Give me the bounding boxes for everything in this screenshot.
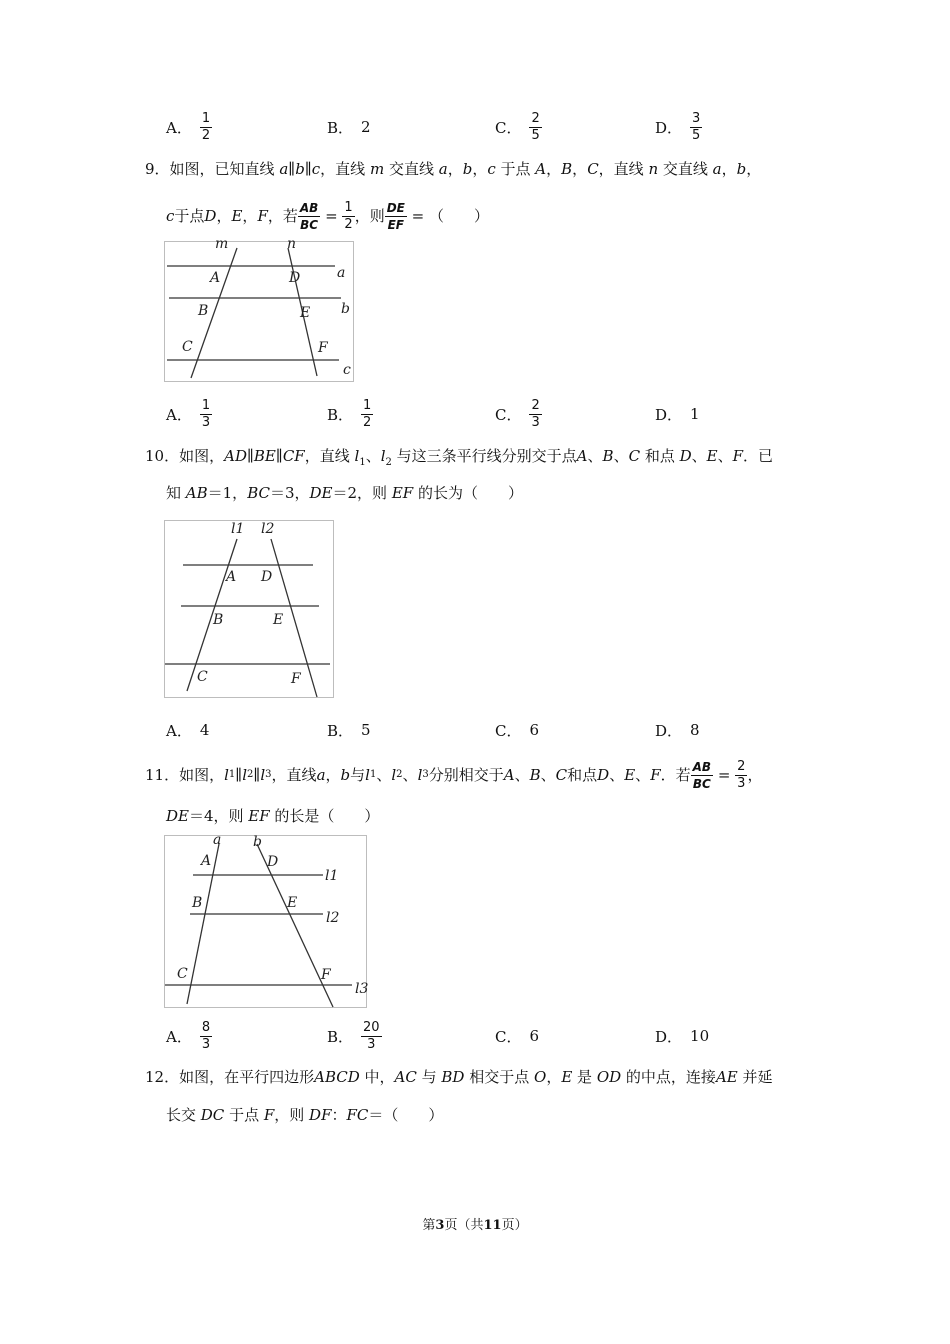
- fraction-ab-bc: $\frac{AB}{BC}$: [299, 200, 319, 232]
- option-label: B．: [327, 721, 354, 740]
- q11-option-c[interactable]: [495, 1014, 539, 1058]
- q12-stem-line2: 长交 DC 于点 F，则 DF：FC＝（ ）: [166, 1106, 444, 1124]
- figure-label: a: [337, 265, 346, 281]
- q8-option-d[interactable]: [655, 105, 702, 149]
- figure-label: B: [213, 612, 224, 628]
- figure-label: m: [215, 236, 229, 252]
- q11-option-b[interactable]: [327, 1014, 382, 1058]
- option-label: D．: [655, 405, 683, 424]
- figure-label: a: [213, 832, 222, 848]
- q11-stem-line1: 11． 如图， l 1 ∥ l 2 ∥ l 3 ，直线 a ， b 与 l 1 、 l 2 、 l 3 分别相交于 A 、 B 、 C 和点 D 、 E 、 F ．若 $\frac{AB}{BC}$ = $\frac{2}{3}$ ，: [145, 758, 763, 791]
- fraction-ab-bc: $\frac{AB}{BC}$: [692, 759, 712, 791]
- q10-stem-line1: 10．如图，AD∥BE∥CF，直线 $l_1$、$l_2$ 与这三条平行线分别交于点A、B、C 和点 D、E、F．已: [145, 447, 774, 468]
- option-label: C．: [495, 1027, 522, 1046]
- page-footer: 第3页（共11页）: [422, 1218, 528, 1233]
- question-number: 12．: [145, 1068, 180, 1086]
- figure-label: A: [210, 270, 221, 286]
- q11-option-a[interactable]: [166, 1014, 212, 1058]
- question-number: 10．: [145, 447, 180, 465]
- figure-label: A: [226, 569, 237, 585]
- figure-label: l2: [261, 521, 275, 537]
- q11-figure: [164, 832, 369, 1008]
- q10-option-a[interactable]: [166, 708, 209, 752]
- option-value: 10: [690, 1027, 710, 1045]
- figure-label: n: [287, 236, 297, 252]
- figure-label: l1: [231, 521, 245, 537]
- figure-label: c: [343, 362, 351, 378]
- question-number: 9．: [145, 160, 170, 178]
- q10-figure: [164, 520, 334, 698]
- figure-label: C: [182, 339, 193, 355]
- fraction: $\frac{8}{3}$: [201, 1019, 211, 1052]
- q10-option-c[interactable]: [495, 708, 539, 752]
- option-label: C．: [495, 721, 522, 740]
- figure-label: E: [300, 305, 311, 321]
- fraction: $\frac{1}{3}$: [201, 397, 211, 430]
- q9-option-c[interactable]: [495, 392, 542, 436]
- figure-label: F: [318, 340, 328, 356]
- figure-label: D: [289, 270, 301, 286]
- option-label: C．: [495, 405, 522, 424]
- q10-stem-line2: 知 AB＝1，BC＝3，DE＝2，则 EF 的长为（ ）: [166, 484, 523, 502]
- figure-label: l3: [355, 981, 369, 997]
- option-label: B．: [327, 118, 354, 137]
- option-label: D．: [655, 1027, 683, 1046]
- q12-stem-line1: 12．如图，在平行四边形ABCD 中，AC 与 BD 相交于点 O，E 是 OD 的中点，连接AE 并延: [145, 1068, 773, 1086]
- option-value: 8: [690, 721, 700, 739]
- figure-label: D: [261, 569, 273, 585]
- option-label: D．: [655, 721, 683, 740]
- fraction: $\frac{2}{5}$: [531, 110, 540, 143]
- question-number: 11．: [145, 766, 180, 784]
- page-number: 3: [435, 1218, 445, 1233]
- option-label: A．: [166, 405, 192, 424]
- figure-label: F: [291, 671, 301, 687]
- figure-label: A: [201, 853, 212, 869]
- q9-option-a[interactable]: [166, 392, 212, 436]
- option-value: 2: [361, 118, 371, 136]
- figure-label: C: [197, 669, 208, 685]
- q11-option-d[interactable]: [655, 1014, 709, 1058]
- fraction: $\frac{3}{5}$: [692, 110, 701, 143]
- option-label: A．: [166, 721, 192, 740]
- figure-label: b: [341, 301, 350, 317]
- option-label: A．: [166, 1027, 192, 1046]
- option-value: 1: [690, 405, 700, 423]
- fraction: $\frac{2}{3}$: [737, 758, 746, 791]
- q9-option-b[interactable]: [327, 392, 373, 436]
- q8-option-a[interactable]: [166, 105, 212, 149]
- figure-label: E: [287, 895, 298, 911]
- figure-label: l2: [326, 910, 340, 926]
- q8-option-c[interactable]: [495, 105, 542, 149]
- figure-label: E: [273, 612, 284, 628]
- option-label: A．: [166, 118, 192, 137]
- option-label: B．: [327, 405, 354, 424]
- fraction: $\frac{2}{3}$: [531, 397, 540, 430]
- q9-option-d[interactable]: [655, 392, 700, 436]
- fraction: $\frac{20}{3}$: [363, 1019, 380, 1052]
- figure-label: D: [267, 854, 279, 870]
- option-value: 5: [361, 721, 371, 739]
- option-label: C．: [495, 118, 522, 137]
- figure-label: B: [192, 895, 203, 911]
- q9-figure: [164, 236, 354, 382]
- fraction: $\frac{1}{2}$: [344, 199, 353, 232]
- option-label: D．: [655, 118, 683, 137]
- q9-stem-line2: c 于点 D ， E ， F ，若 $\frac{AB}{BC}$ = $\frac{1}{2}$ ，则 $\frac{DE}{EF}$ = （ ）: [166, 199, 489, 232]
- fraction: $\frac{1}{2}$: [363, 397, 372, 430]
- option-value: 6: [529, 1027, 540, 1045]
- q10-option-d[interactable]: [655, 708, 700, 752]
- figure-label: B: [198, 303, 209, 319]
- fraction: $\frac{1}{2}$: [201, 110, 211, 143]
- figure-label: l1: [325, 868, 339, 884]
- fraction-de-ef: $\frac{DE}{EF}$: [386, 200, 405, 232]
- figure-label: C: [177, 966, 188, 982]
- figure-label: b: [253, 834, 262, 850]
- figure-label: F: [321, 967, 331, 983]
- option-value: 4: [199, 721, 210, 739]
- option-label: B．: [327, 1027, 354, 1046]
- q11-stem-line2: DE＝4，则 EF 的长是（ ）: [166, 807, 380, 825]
- total-pages: 11: [483, 1218, 502, 1233]
- q9-stem-line1: 9．如图，已知直线 a∥b∥c，直线 m 交直线 a，b，c 于点 A，B，C，直线 n 交直线 a，b，: [145, 160, 762, 178]
- q10-option-b[interactable]: [327, 708, 371, 752]
- q8-option-b[interactable]: [327, 105, 371, 149]
- option-value: 6: [529, 721, 540, 739]
